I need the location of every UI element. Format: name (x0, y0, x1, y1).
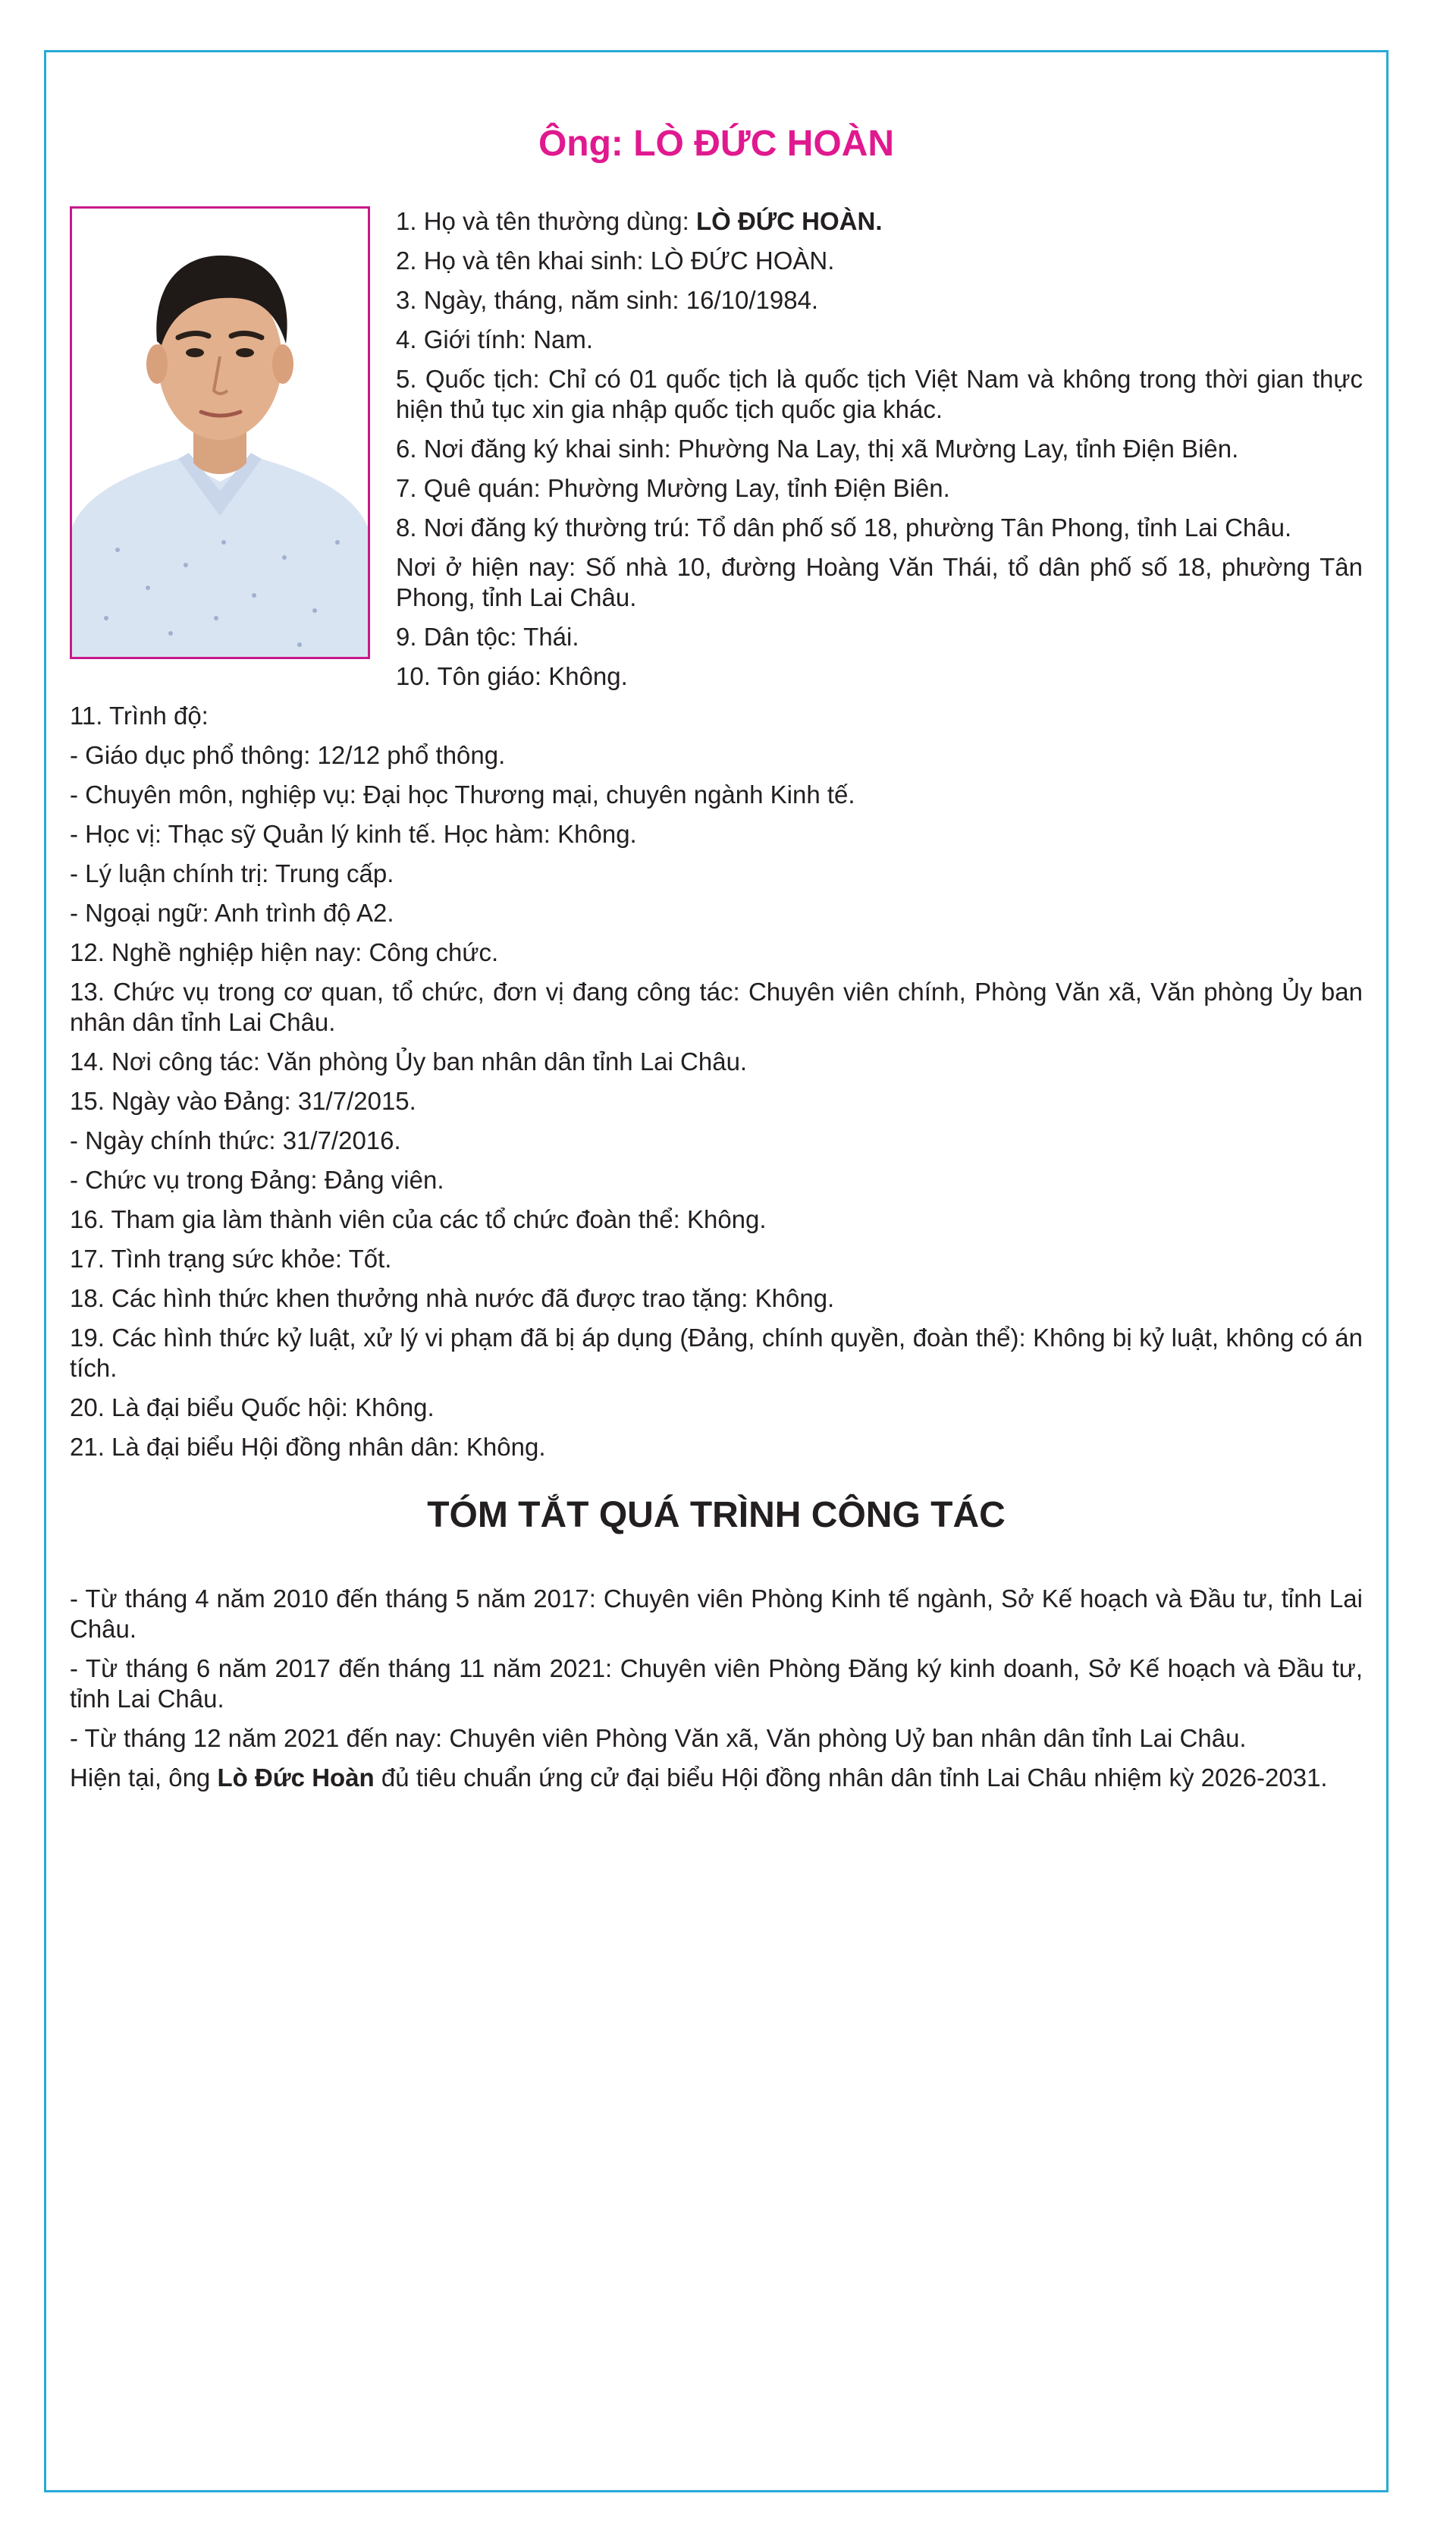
info-item-15: 15. Ngày vào Đảng: 31/7/2015. (70, 1087, 416, 1115)
work-item-1: - Từ tháng 4 năm 2010 đến tháng 5 năm 2017: Chuyên viên Phòng Kinh tế ngành, Sở Kế hoạch và Đầu tư, tỉnh Lai Châu. (70, 1584, 1363, 1643)
portrait-photo-icon (72, 209, 368, 657)
info-item-4: 4. Giới tính: Nam. (396, 325, 594, 353)
info-item-11-specialty: - Chuyên môn, nghiệp vụ: Đại học Thương mại, chuyên ngành Kinh tế. (70, 780, 855, 809)
info-item-2: 2. Họ và tên khai sinh: LÒ ĐỨC HOÀN. (396, 247, 835, 275)
basic-info-column (396, 206, 1363, 692)
info-item-20: 20. Là đại biểu Quốc hội: Không. (70, 1393, 435, 1421)
info-item-11-degree: - Học vị: Thạc sỹ Quản lý kinh tế. Học hàm: Không. (70, 820, 637, 848)
work-summary-name: Lò Đức Hoàn (217, 1763, 375, 1792)
info-item-15-official-date: - Ngày chính thức: 31/7/2016. (70, 1126, 401, 1154)
info-item-8-current-address: Nơi ở hiện nay: Số nhà 10, đường Hoàng Văn Thái, tổ dân phố số 18, phường Tân Phong, tỉnh Lai Châu. (396, 553, 1363, 611)
work-item-3: - Từ tháng 12 năm 2021 đến nay: Chuyên viên Phòng Văn xã, Văn phòng Uỷ ban nhân dân tỉnh Lai Châu. (70, 1724, 1247, 1752)
info-item-11-foreign-language: - Ngoại ngữ: Anh trình độ A2. (70, 899, 394, 927)
info-item-1 (396, 206, 1363, 237)
work-item-2: - Từ tháng 6 năm 2017 đến tháng 11 năm 2021: Chuyên viên Phòng Đăng ký kinh doanh, Sở Kế hoạch và Đầu tư, tỉnh Lai Châu. (70, 1654, 1363, 1713)
page-title: Ông: LÒ ĐỨC HOÀN (538, 124, 895, 164)
work-history-heading: TÓM TẮT QUÁ TRÌNH CÔNG TÁC (427, 1495, 1006, 1535)
info-item-1-value: LÒ ĐỨC HOÀN. (695, 207, 883, 235)
detailed-info (70, 701, 1363, 1462)
info-item-15-party-position: - Chức vụ trong Đảng: Đảng viên. (70, 1166, 444, 1194)
portrait-photo (70, 206, 370, 659)
info-item-7: 7. Quê quán: Phường Mường Lay, tỉnh Điện Biên. (396, 474, 950, 502)
info-item-11-political-theory: - Lý luận chính trị: Trung cấp. (70, 859, 394, 887)
work-summary-suffix: đủ tiêu chuẩn ứng cử đại biểu Hội đồng nhân dân tỉnh Lai Châu nhiệm kỳ 2026-2031. (374, 1763, 1328, 1792)
info-item-1-label: 1. Họ và tên thường dùng: (396, 207, 696, 235)
info-item-17: 17. Tình trạng sức khỏe: Tốt. (70, 1245, 392, 1273)
info-item-8: 8. Nơi đăng ký thường trú: Tổ dân phố số 18, phường Tân Phong, tỉnh Lai Châu. (396, 513, 1292, 542)
info-item-11-general-education: - Giáo dục phổ thông: 12/12 phổ thông. (70, 741, 506, 769)
info-item-5: 5. Quốc tịch: Chỉ có 01 quốc tịch là quốc tịch Việt Nam và không trong thời gian thực hiện thủ tục xin gia nhập quốc tịch quốc gia khác. (396, 365, 1363, 423)
info-item-9: 9. Dân tộc: Thái. (396, 623, 579, 651)
work-summary-prefix: Hiện tại, ông (70, 1763, 218, 1792)
document-content (70, 121, 1363, 1802)
info-item-19: 19. Các hình thức kỷ luật, xử lý vi phạm đã bị áp dụng (Đảng, chính quyền, đoàn thể): Không bị kỷ luật, không có án tích. (70, 1324, 1363, 1382)
info-item-21: 21. Là đại biểu Hội đồng nhân dân: Không. (70, 1433, 546, 1461)
info-item-11: 11. Trình độ: (70, 702, 209, 730)
info-item-13: 13. Chức vụ trong cơ quan, tổ chức, đơn vị đang công tác: Chuyên viên chính, Phòng Văn xã, Văn phòng Ủy ban nhân dân tỉnh Lai Châu. (70, 978, 1363, 1036)
info-item-16: 16. Tham gia làm thành viên của các tổ chức đoàn thể: Không. (70, 1205, 767, 1233)
profile-top-block (70, 206, 1363, 692)
info-item-6: 6. Nơi đăng ký khai sinh: Phường Na Lay, thị xã Mường Lay, tỉnh Điện Biên. (396, 435, 1239, 463)
info-item-12: 12. Nghề nghiệp hiện nay: Công chức. (70, 938, 499, 966)
info-item-14: 14. Nơi công tác: Văn phòng Ủy ban nhân dân tỉnh Lai Châu. (70, 1047, 748, 1076)
work-summary (70, 1763, 1363, 1793)
info-item-10: 10. Tôn giáo: Không. (396, 662, 628, 690)
info-item-3: 3. Ngày, tháng, năm sinh: 16/10/1984. (396, 286, 819, 314)
work-history (70, 1584, 1363, 1793)
info-item-18: 18. Các hình thức khen thưởng nhà nước đã được trao tặng: Không. (70, 1284, 835, 1312)
